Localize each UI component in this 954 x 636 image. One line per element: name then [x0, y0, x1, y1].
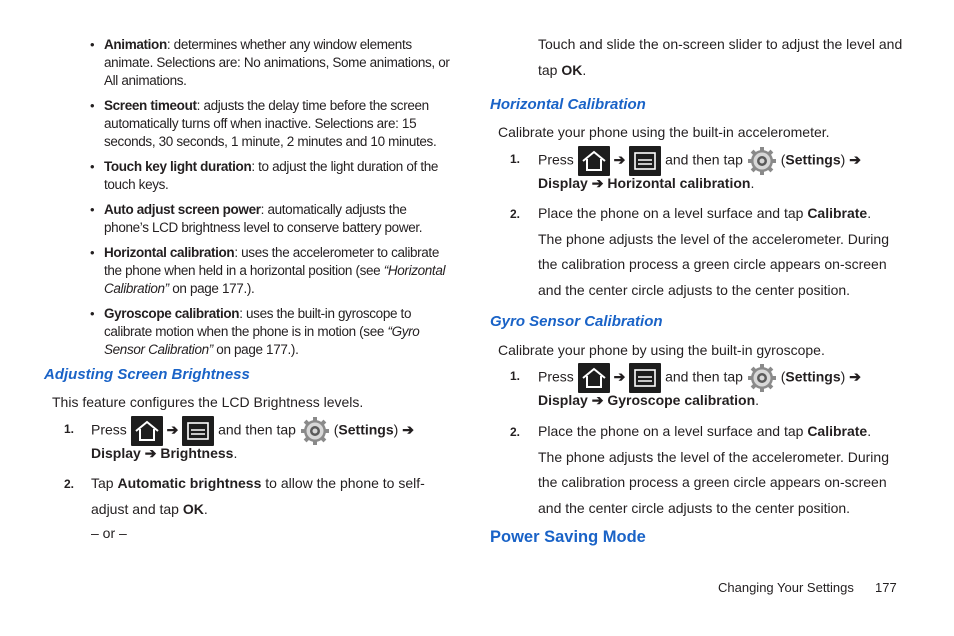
gyro-step-1: 1. Press ➔ and then tap (Settings) ➔ Display ➔ Gyroscope calibration.: [510, 363, 910, 390]
arrow-right-icon: ➔: [613, 368, 626, 385]
brightness-intro: This feature configures the LCD Brightness levels.: [52, 394, 364, 410]
cross-reference-link[interactable]: “Gyro Sensor Calibration”: [104, 324, 420, 357]
section-heading-gyro: Gyro Sensor Calibration: [490, 313, 663, 330]
arrow-right-icon: ➔: [591, 175, 604, 191]
bullet-dot: •: [90, 98, 95, 113]
section-heading-power-saving: Power Saving Mode: [490, 528, 646, 546]
bullet-dot: •: [90, 159, 95, 174]
arrow-right-icon: ➔: [613, 151, 626, 168]
page-number: 177: [875, 580, 897, 595]
slider-instruction: Touch and slide the on-screen slider to adjust the level and tap OK.: [538, 36, 903, 78]
arrow-right-icon: ➔: [402, 421, 414, 438]
or-separator: – or –: [91, 525, 127, 541]
horizontal-intro: Calibrate your phone using the built-in accelerometer.: [498, 124, 830, 140]
section-heading-horizontal: Horizontal Calibration: [490, 96, 646, 113]
list-item: Screen timeout: adjusts the delay time before the screen automatically turns off when inactive. Selections are: 15 seconds, 30 seconds, 1 minute, 2 minutes and 10 minutes.: [104, 98, 437, 149]
footer-section-title: Changing Your Settings: [718, 580, 854, 595]
list-item: Animation: determines whether any window elements animate. Selections are: No animations, Some animations, or All animations.: [104, 37, 450, 88]
list-item: Horizontal calibration: uses the accelerometer to calibrate the phone when held in a horizontal position (see “Horizontal Calibration” on page 177.).: [104, 245, 446, 296]
bullet-dot: •: [90, 306, 95, 321]
list-item: Touch key light duration: to adjust the light duration of the touch keys.: [104, 159, 439, 192]
horizontal-step-1: 1. Press ➔ and then tap (Settings) ➔ Display ➔ Horizontal calibration.: [510, 146, 910, 173]
bullet-dot: •: [90, 202, 95, 217]
cross-reference-link[interactable]: “Horizontal Calibration”: [104, 263, 446, 296]
brightness-step-1: 1. Press ➔ and then tap (Settings) ➔ Display ➔ Brightness.: [64, 416, 444, 443]
arrow-right-icon: ➔: [849, 151, 861, 168]
brightness-step-2: 2. Tap Automatic brightness to allow the phone to self-adjust and tap OK.: [64, 475, 425, 517]
list-item: Gyroscope calibration: uses the built-in gyroscope to calibrate motion when the phone is in motion (see “Gyro Sensor Calibration” on page 177.).: [104, 306, 420, 357]
horizontal-step-2: 2. Place the phone on a level surface and tap Calibrate. The phone adjusts the level of the accelerometer. During the calibration process a green circle appears on-screen and the center circle adjusts to the center position.: [510, 205, 889, 298]
gyro-intro: Calibrate your phone by using the built-in gyroscope.: [498, 342, 825, 358]
gyro-step-2: 2. Place the phone on a level surface and tap Calibrate. The phone adjusts the level of the accelerometer. During the calibration process a green circle appears on-screen and the center circle adjusts to the center position.: [510, 423, 889, 516]
arrow-right-icon: ➔: [849, 368, 861, 385]
arrow-right-icon: ➔: [166, 421, 179, 438]
arrow-right-icon: ➔: [591, 392, 604, 408]
section-heading-brightness: Adjusting Screen Brightness: [44, 366, 250, 383]
gear-icon: [300, 416, 330, 446]
bullet-dot: •: [90, 37, 95, 52]
arrow-right-icon: ➔: [144, 445, 157, 461]
bullet-dot: •: [90, 245, 95, 260]
list-item: Auto adjust screen power: automatically adjusts the phone’s LCD brightness level to conserve battery power.: [104, 202, 423, 235]
